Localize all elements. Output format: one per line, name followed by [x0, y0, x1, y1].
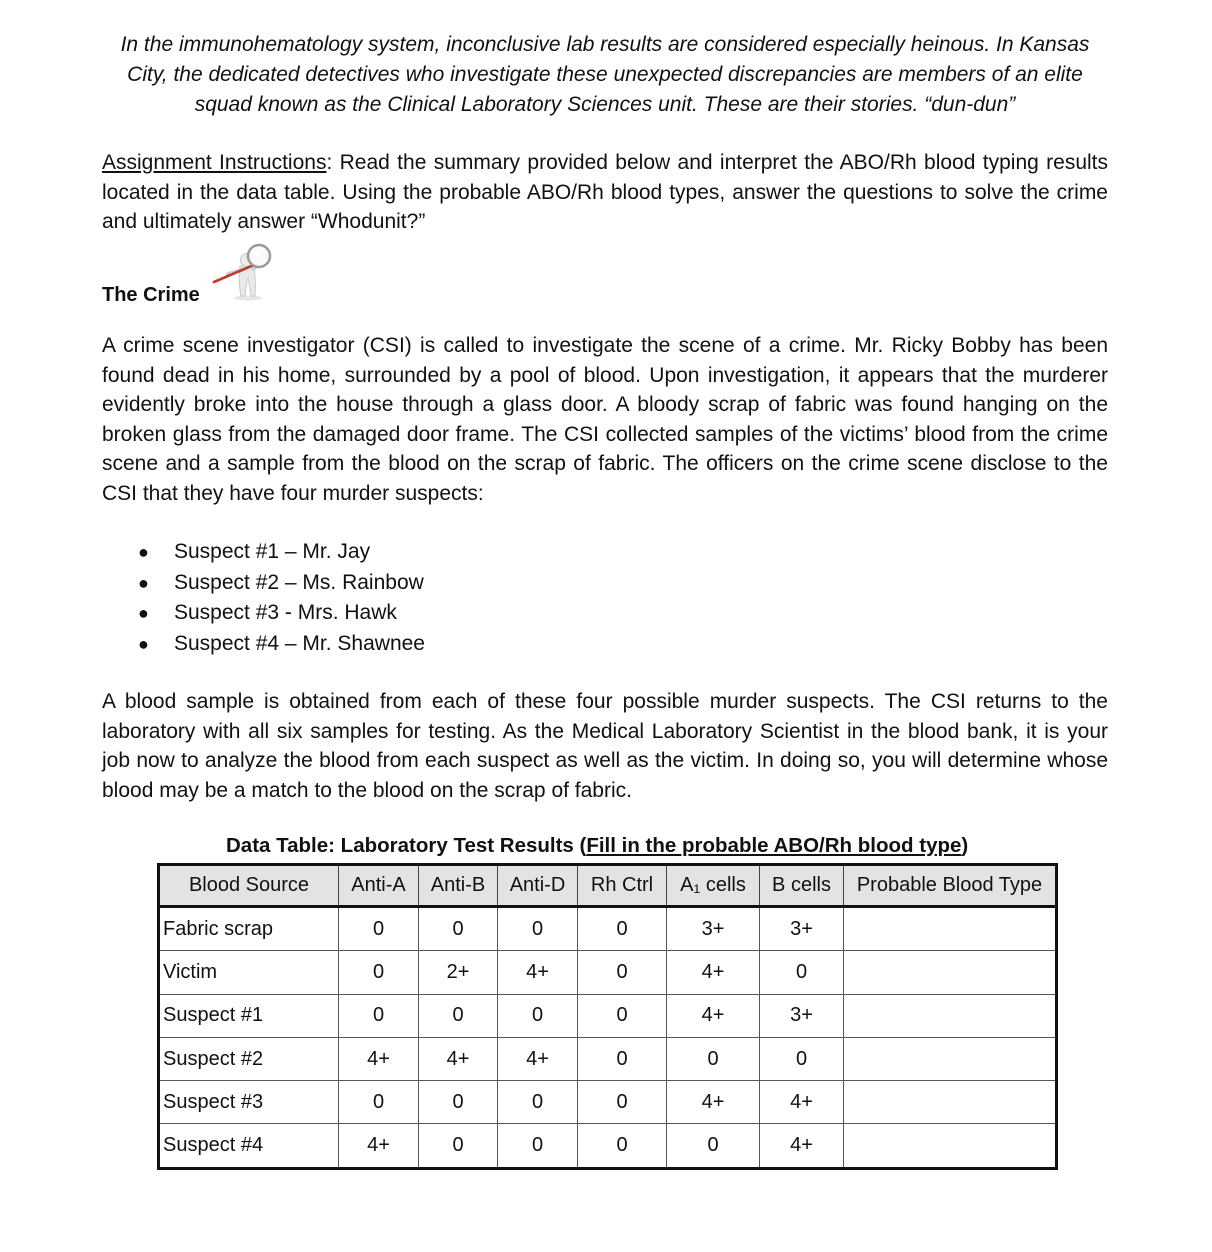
reaction-cell: 4+ — [339, 1037, 419, 1080]
suspect-label: Suspect #4 – Mr. Shawnee — [174, 631, 425, 655]
reaction-cell: 0 — [667, 1124, 760, 1168]
table-title-suffix: ) — [961, 834, 969, 857]
reaction-cell: 0 — [339, 1081, 419, 1124]
table-title — [226, 834, 968, 858]
suspect-label: Suspect #2 – Ms. Rainbow — [174, 570, 424, 594]
reaction-cell: 0 — [498, 994, 578, 1037]
reaction-cell: 0 — [339, 907, 419, 951]
reaction-cell: 0 — [339, 951, 419, 994]
magnifying-glass-figure-icon — [210, 240, 276, 302]
probable-blood-type-cell[interactable] — [844, 994, 1057, 1037]
probable-blood-type-cell[interactable] — [844, 907, 1057, 951]
table-row — [159, 1124, 1057, 1168]
column-header: Anti-A — [339, 865, 419, 907]
reaction-cell: 0 — [578, 1124, 667, 1168]
reaction-cell: 0 — [578, 994, 667, 1037]
suspect-list — [130, 538, 425, 660]
bullet-icon: ● — [138, 542, 149, 562]
reaction-cell: 0 — [667, 1037, 760, 1080]
column-header: Anti-D — [498, 865, 578, 907]
blood-source-cell: Fabric scrap — [159, 907, 339, 951]
reaction-cell: 0 — [760, 951, 844, 994]
reaction-cell: 4+ — [667, 994, 760, 1037]
probable-blood-type-cell[interactable] — [844, 1037, 1057, 1080]
table-title-prefix: Data Table: Laboratory Test Results ( — [226, 834, 587, 857]
reaction-cell: 0 — [339, 994, 419, 1037]
list-item — [130, 630, 425, 661]
reaction-cell: 0 — [498, 1081, 578, 1124]
reaction-cell: 0 — [578, 951, 667, 994]
column-header: B cells — [760, 865, 844, 907]
table-header-row — [159, 865, 1057, 907]
reaction-cell: 3+ — [667, 907, 760, 951]
reaction-cell: 4+ — [339, 1124, 419, 1168]
blood-source-cell: Victim — [159, 951, 339, 994]
probable-blood-type-cell[interactable] — [844, 1081, 1057, 1124]
reaction-cell: 4+ — [760, 1124, 844, 1168]
reaction-cell: 2+ — [419, 951, 498, 994]
reaction-cell: 0 — [578, 1081, 667, 1124]
bullet-icon: ● — [138, 572, 149, 593]
reaction-cell: 4+ — [667, 1081, 760, 1124]
table-row — [159, 907, 1057, 951]
blood-source-cell: Suspect #1 — [159, 994, 339, 1037]
column-header: A₁ cells — [667, 865, 760, 907]
list-item — [130, 569, 425, 600]
reaction-cell: 0 — [419, 994, 498, 1037]
table-title-underlined: Fill in the probable ABO/Rh blood type — [586, 834, 962, 857]
blood-source-cell: Suspect #4 — [159, 1124, 339, 1168]
reaction-cell: 0 — [578, 1037, 667, 1080]
table-row — [159, 1037, 1057, 1080]
reaction-cell: 4+ — [760, 1081, 844, 1124]
reaction-cell: 4+ — [667, 951, 760, 994]
reaction-cell: 0 — [419, 1124, 498, 1168]
bullet-icon: ● — [138, 633, 149, 654]
table-row — [159, 994, 1057, 1037]
suspect-label: Suspect #3 - Mrs. Hawk — [174, 601, 397, 624]
blood-source-cell: Suspect #3 — [159, 1081, 339, 1124]
list-item — [130, 599, 425, 630]
probable-blood-type-cell[interactable] — [844, 951, 1057, 994]
column-header: Anti-B — [419, 865, 498, 907]
probable-blood-type-cell[interactable] — [844, 1124, 1057, 1168]
reaction-cell: 4+ — [498, 951, 578, 994]
analysis-paragraph: A blood sample is obtained from each of these four possible murder suspects. The CSI returns to the laboratory with all six samples for testing. As the Medical Laboratory Scientist in the blood bank, it is your job now to analyze the blood from each suspect as well as the victim. In doing so, you will determine whose blood may be a match to the blood on the scrap of fabric. — [102, 690, 1108, 802]
instructions-label: Assignment Instructions — [102, 151, 327, 174]
table-row — [159, 1081, 1057, 1124]
reaction-cell: 3+ — [760, 907, 844, 951]
crime-paragraph: A crime scene investigator (CSI) is called to investigate the scene of a crime. Mr. Ricky Bobby has been found dead in his home, surrounded by a pool of blood. Upon investigation, it appears that the murderer evidently broke into the house through a glass door. A bloody scrap of fabric was found hanging on the broken glass from the damaged door frame. The CSI collected samples of the victims’ blood from the crime scene and a sample from the blood on the scrap of fabric. The officers on the crime scene disclose to the CSI that they have four murder suspects: — [102, 334, 1108, 505]
instructions-text: : Read the summary provided below and interpret the ABO/Rh blood typing results located in the data table. Using the probable ABO/Rh blood types, answer the questions to solve the crime and ultimately answer “Whodunit?” — [102, 151, 1108, 233]
reaction-cell: 0 — [760, 1037, 844, 1080]
reaction-cell: 0 — [578, 907, 667, 951]
column-header: Rh Ctrl — [578, 865, 667, 907]
reaction-cell: 3+ — [760, 994, 844, 1037]
blood-source-cell: Suspect #2 — [159, 1037, 339, 1080]
assignment-instructions — [102, 148, 1108, 237]
reaction-cell: 0 — [498, 907, 578, 951]
column-header: Probable Blood Type — [844, 865, 1057, 907]
reaction-cell: 0 — [498, 1124, 578, 1168]
reaction-cell: 4+ — [419, 1037, 498, 1080]
list-item — [130, 538, 425, 569]
intro-paragraph: In the immunohematology system, inconclusive lab results are considered especially heinous. In Kansas City, the dedicated detectives who investigate these unexpected discrepancies are members of an elite squad known as the Clinical Laboratory Sciences unit. These are their stories. “dun-dun” — [120, 33, 1090, 116]
reaction-cell: 0 — [419, 907, 498, 951]
reaction-cell: 0 — [419, 1081, 498, 1124]
table-row — [159, 951, 1057, 994]
suspect-label: Suspect #1 – Mr. Jay — [174, 540, 371, 563]
reaction-cell: 4+ — [498, 1037, 578, 1080]
column-header: Blood Source — [159, 865, 339, 907]
bullet-icon: ● — [138, 603, 149, 623]
crime-heading: The Crime — [102, 284, 200, 306]
lab-results-table — [157, 863, 1058, 1170]
